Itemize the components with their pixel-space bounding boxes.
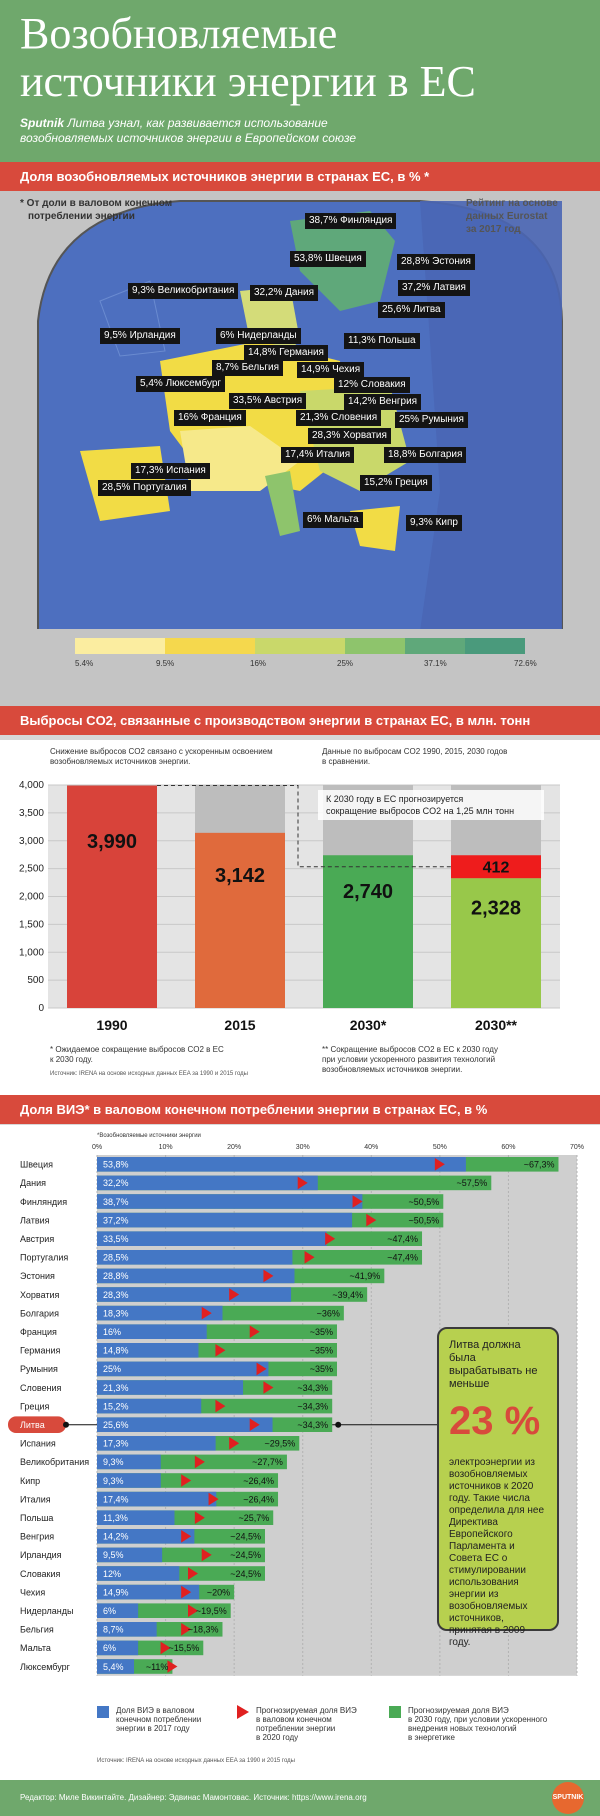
share-value-2017: 14,9% bbox=[103, 1587, 129, 1598]
co2-desc-left-1: Снижение выбросов CO2 связано с ускоренным освоением bbox=[50, 747, 273, 756]
share-value-2017: 16% bbox=[103, 1327, 122, 1337]
share-country-label: Польша bbox=[20, 1513, 54, 1523]
map-label: 16% Франция bbox=[174, 410, 246, 426]
co2-heading-bar bbox=[0, 706, 600, 735]
legend-red-line-2: в валовом конечном bbox=[256, 1715, 332, 1724]
legend-swatch-3 bbox=[255, 638, 345, 654]
share-value-2017: 25% bbox=[103, 1364, 122, 1375]
share-bar-2017 bbox=[97, 1362, 268, 1377]
legend-tick: 16% bbox=[250, 659, 267, 668]
share-country-label: Кипр bbox=[20, 1475, 41, 1486]
legend-tick: 5.4% bbox=[75, 659, 94, 668]
legend-tick: 37.1% bbox=[424, 659, 447, 668]
legend-tick: 25% bbox=[337, 659, 354, 668]
co2-y-tick: 4,000 bbox=[18, 780, 44, 791]
share-value-2017: 33,5% bbox=[103, 1234, 129, 1244]
lithuania-callout bbox=[437, 1327, 559, 1648]
map-rating-note bbox=[466, 197, 558, 236]
share-value-2017: 21,3% bbox=[103, 1382, 129, 1393]
share-country-label: Литва bbox=[20, 1420, 45, 1430]
footer-credits: Редактор: Миле Викинтайте. Дизайнер: Эдвинас Мамонтовас. Источник: https://www.irena.org bbox=[20, 1793, 367, 1802]
share-x-tick: 70% bbox=[569, 1144, 585, 1151]
share-country-label: Хорватия bbox=[20, 1289, 60, 1300]
share-value-2017: 38,7% bbox=[103, 1196, 129, 1207]
share-bar-2017 bbox=[97, 1176, 318, 1191]
map-label: 6% Мальта bbox=[303, 512, 363, 528]
map-label: 12% Словакия bbox=[334, 377, 410, 393]
share-country-label: Германия bbox=[20, 1345, 61, 1356]
share-value-2030: ~25,7% bbox=[238, 1513, 270, 1523]
map-label: 14,8% Германия bbox=[244, 345, 328, 361]
co2-bar-value: 3,990 bbox=[86, 830, 138, 853]
share-value-2030: ~57,5% bbox=[456, 1178, 488, 1189]
co2-footnote-left-1: * Ожидаемое сокращение выбросов CO2 в ЕС bbox=[50, 1045, 224, 1054]
co2-source: Источник: IRENA на основе исходных данных EEA за 1990 и 2015 годы bbox=[50, 1071, 248, 1077]
map-label: 38,7% Финляндия bbox=[305, 213, 396, 229]
share-value-2030: ~50,5% bbox=[408, 1196, 440, 1207]
share-value-2017: 37,2% bbox=[103, 1215, 129, 1226]
share-country-label: Бельгия bbox=[20, 1624, 54, 1635]
share-country-label: Словакия bbox=[20, 1568, 61, 1579]
co2-heading: Выбросы CO2, связанные с производством энергии в странах ЕС, в млн. тонн bbox=[20, 713, 531, 728]
co2-footnote-left-2: к 2030 году. bbox=[50, 1055, 93, 1064]
legend-green-line-2: в 2030 году, при условии ускоренного bbox=[408, 1715, 548, 1724]
share-value-2017: 5,4% bbox=[103, 1661, 124, 1672]
share-value-2030: ~34,3% bbox=[297, 1401, 329, 1412]
map-label: 17,4% Италия bbox=[281, 447, 354, 463]
co2-y-tick: 2,000 bbox=[18, 891, 44, 903]
co2-callout-line-1: К 2030 году в ЕС прогнозируется bbox=[326, 794, 464, 804]
legend-blue-line-2: конечном потреблении bbox=[116, 1715, 202, 1724]
share-country-label: Люксембург bbox=[20, 1661, 70, 1672]
share-source: Источник: IRENA на основе исходных данных EEA за 1990 и 2015 годы bbox=[97, 1758, 295, 1764]
share-value-2030: ~26,4% bbox=[243, 1475, 275, 1486]
co2-category-label: 2030** bbox=[474, 1017, 518, 1033]
co2-bar-value: 2,740 bbox=[342, 881, 394, 904]
share-value-2030: ~11% bbox=[145, 1661, 169, 1672]
map-label: 15,2% Греция bbox=[360, 475, 432, 491]
share-country-label: Латвия bbox=[20, 1215, 50, 1226]
share-country-label: Великобритания bbox=[20, 1457, 90, 1468]
share-value-2030: ~19,5% bbox=[195, 1606, 227, 1616]
share-country-label: Венгрия bbox=[20, 1531, 55, 1542]
share-value-2030: ~50,5% bbox=[408, 1215, 440, 1226]
co2-y-tick: 3,000 bbox=[18, 835, 44, 847]
map-label: 11,3% Польша bbox=[344, 333, 420, 349]
map-heading: Доля возобновляемых источников энергии в странах ЕС, в % * bbox=[20, 169, 430, 184]
page-title bbox=[20, 10, 476, 106]
footer bbox=[0, 1780, 600, 1816]
legend-red-marker bbox=[237, 1705, 249, 1719]
legend-blue-line-3: энергии в 2017 году bbox=[116, 1724, 190, 1733]
share-country-label: Испания bbox=[20, 1438, 56, 1449]
rating-line-3: за 2017 год bbox=[466, 224, 521, 235]
legend-tick: 72.6% bbox=[514, 659, 537, 668]
co2-category-label: 2015 bbox=[224, 1017, 256, 1033]
share-value-2017: 6% bbox=[103, 1606, 117, 1616]
share-value-2030: ~24,5% bbox=[230, 1550, 261, 1561]
share-value-2017: 25,6% bbox=[103, 1420, 129, 1430]
share-x-tick: 40% bbox=[364, 1144, 379, 1151]
co2-y-tick: 500 bbox=[27, 975, 44, 987]
map-label: 8,7% Бельгия bbox=[212, 360, 283, 376]
legend-tick: 9.5% bbox=[156, 659, 175, 668]
co2-bar-value: 2,328 bbox=[470, 897, 522, 920]
share-value-2030: ~41,9% bbox=[349, 1271, 381, 1282]
share-value-2017: 28,5% bbox=[103, 1252, 129, 1263]
share-value-2030: ~18,3% bbox=[187, 1624, 219, 1635]
legend-red-line-3: потреблении энергии bbox=[256, 1724, 336, 1733]
share-x-tick: 20% bbox=[227, 1144, 242, 1151]
map-footnote bbox=[20, 197, 172, 223]
share-value-2030: ~35% bbox=[309, 1364, 333, 1375]
map-label: 5,4% Люксембург bbox=[136, 376, 225, 392]
co2-footnote-right-2: при условии ускоренного развития технологий bbox=[322, 1055, 496, 1064]
legend-swatch-6 bbox=[465, 638, 525, 654]
share-value-2017: 18,3% bbox=[103, 1308, 129, 1319]
share-value-2030: ~47,4% bbox=[387, 1252, 419, 1263]
co2-bar bbox=[195, 833, 285, 1008]
share-x-tick: 0% bbox=[91, 1144, 103, 1151]
share-country-label: Дания bbox=[20, 1178, 46, 1189]
co2-y-tick: 1,500 bbox=[18, 919, 44, 931]
map-label: 18,8% Болгария bbox=[384, 447, 466, 463]
share-country-label: Эстония bbox=[20, 1271, 55, 1282]
share-value-2030: ~39,4% bbox=[332, 1289, 364, 1300]
share-value-2017: 15,2% bbox=[103, 1401, 129, 1412]
map-heading-bar bbox=[0, 162, 600, 191]
share-heading: Доля ВИЭ* в валовом конечном потреблении энергии в странах ЕС, в % bbox=[20, 1102, 488, 1117]
co2-reduction-callout bbox=[318, 790, 544, 820]
share-value-2030: ~29,5% bbox=[264, 1438, 296, 1449]
share-value-2030: ~67,3% bbox=[523, 1159, 555, 1170]
share-value-2017: 28,8% bbox=[103, 1271, 129, 1282]
co2-y-tick: 2,500 bbox=[18, 863, 44, 875]
map-label: 32,2% Дания bbox=[250, 285, 318, 301]
co2-footnote-right-3: возобновляемых источников энергии. bbox=[322, 1065, 463, 1074]
share-country-label: Франция bbox=[20, 1327, 57, 1337]
share-value-2017: 12% bbox=[103, 1568, 122, 1579]
share-value-2030: ~26,4% bbox=[243, 1494, 275, 1505]
co2-y-tick: 1,000 bbox=[18, 947, 44, 959]
share-bar-2017 bbox=[97, 1213, 352, 1228]
share-x-tick: 10% bbox=[158, 1144, 173, 1151]
map-label: 37,2% Латвия bbox=[398, 280, 470, 296]
share-value-2017: 9,3% bbox=[103, 1457, 124, 1468]
legend-green-line-4: в энергетике bbox=[408, 1733, 455, 1742]
share-country-label: Нидерланды bbox=[20, 1606, 74, 1616]
header bbox=[0, 0, 600, 162]
share-value-2017: 6% bbox=[103, 1643, 117, 1654]
share-country-label: Болгария bbox=[20, 1308, 59, 1319]
share-value-2030: ~34,3% bbox=[297, 1420, 329, 1430]
map-label: 9,3% Кипр bbox=[406, 515, 462, 531]
co2-category-label: 1990 bbox=[96, 1017, 128, 1033]
share-country-label: Чехия bbox=[20, 1587, 46, 1598]
share-value-2017: 53,8% bbox=[103, 1159, 129, 1170]
highlight-dot-left bbox=[63, 1422, 69, 1428]
share-value-2017: 28,3% bbox=[103, 1289, 129, 1300]
map-label: 28,8% Эстония bbox=[397, 254, 475, 270]
share-value-2017: 14,8% bbox=[103, 1345, 129, 1356]
legend-blue-line-1: Доля ВИЭ в валовом bbox=[116, 1706, 195, 1715]
share-country-label: Австрия bbox=[20, 1234, 55, 1244]
share-country-label: Мальта bbox=[20, 1643, 51, 1654]
share-value-2017: 9,5% bbox=[103, 1550, 124, 1561]
share-value-2030: ~24,5% bbox=[230, 1568, 261, 1579]
sputnik-logo: SPUTNIK bbox=[552, 1782, 584, 1814]
map-label: 14,2% Венгрия bbox=[344, 394, 421, 410]
share-value-2030: ~35% bbox=[309, 1345, 333, 1356]
share-value-2017: 9,3% bbox=[103, 1475, 124, 1486]
share-country-label: Италия bbox=[20, 1494, 51, 1505]
share-bar-2017 bbox=[97, 1157, 466, 1172]
callout-big-number: 23 % bbox=[449, 1399, 541, 1443]
share-value-2017: 11,3% bbox=[103, 1513, 128, 1523]
map-label: 21,3% Словения bbox=[296, 410, 381, 426]
share-x-tick: 50% bbox=[432, 1144, 447, 1151]
legend-swatch-5 bbox=[405, 638, 465, 654]
legend-green-line-3: внедрения новых технологий bbox=[408, 1724, 517, 1733]
share-value-2030: ~47,4% bbox=[387, 1234, 419, 1244]
share-value-2017: 17,4% bbox=[103, 1494, 129, 1505]
share-value-2030: ~24,5% bbox=[230, 1531, 261, 1542]
co2-desc-right-1: Данные по выбросам CO2 1990, 2015, 2030 годов bbox=[322, 747, 508, 756]
legend-red-line-1: Прогнозируемая доля ВИЭ bbox=[256, 1706, 357, 1715]
legend-swatch-4 bbox=[345, 638, 405, 654]
highlight-dot-right bbox=[335, 1422, 341, 1428]
co2-reduction-label: 412 bbox=[482, 859, 510, 877]
co2-callout-line-2: сокращение выбросов CO2 на 1,25 млн тонн bbox=[326, 806, 515, 816]
subtitle-brand: Sputnik bbox=[20, 116, 64, 130]
co2-y-tick: 3,500 bbox=[18, 807, 44, 819]
share-value-2030: ~27,7% bbox=[252, 1457, 283, 1468]
title-line-2: источники энергии в ЕС bbox=[20, 57, 476, 106]
legend-red-line-4: в 2020 году bbox=[256, 1733, 299, 1742]
map-label: 28,5% Португалия bbox=[98, 480, 191, 496]
share-country-label: Румыния bbox=[20, 1364, 58, 1375]
rating-line-2: данных Eurostat bbox=[466, 211, 548, 222]
map-label: 6% Нидерланды bbox=[216, 328, 301, 344]
co2-desc-left-2: возобновляемых источников энергии. bbox=[50, 757, 191, 766]
map-label: 9,5% Ирландия bbox=[100, 328, 180, 344]
co2-bar-value: 3,142 bbox=[214, 864, 266, 887]
share-country-label: Финляндия bbox=[20, 1196, 68, 1207]
legend-green-line-1: Прогнозируемая доля ВИЭ bbox=[408, 1706, 509, 1715]
map-footnote-line-1: * От доли в валовом конечном bbox=[20, 198, 173, 209]
map-footnote-line-2: потреблении энергии bbox=[28, 211, 135, 222]
rating-line-1: Рейтинг на основе bbox=[466, 198, 558, 209]
title-line-1: Возобновляемые bbox=[20, 9, 338, 58]
co2-bar bbox=[67, 786, 157, 1008]
share-bar-2017 bbox=[97, 1231, 327, 1246]
co2-chart bbox=[0, 740, 600, 1095]
share-country-label: Греция bbox=[20, 1401, 50, 1412]
map-label: 14,9% Чехия bbox=[297, 362, 364, 378]
share-value-2030: ~15,5% bbox=[168, 1643, 200, 1654]
share-bar-2017 bbox=[97, 1194, 362, 1209]
share-value-2030: ~34,3% bbox=[297, 1382, 329, 1393]
co2-bar bbox=[323, 855, 413, 1008]
callout-top-text: Литва должна была вырабатывать не меньше bbox=[449, 1339, 538, 1390]
share-legend bbox=[97, 1705, 548, 1742]
map-label: 25,6% Литва bbox=[378, 302, 445, 318]
map-legend bbox=[0, 629, 600, 709]
share-country-label: Швеция bbox=[20, 1159, 53, 1170]
co2-section bbox=[0, 740, 600, 1095]
map-label: 33,5% Австрия bbox=[229, 393, 306, 409]
map-section bbox=[0, 191, 600, 706]
share-value-2030: ~20% bbox=[206, 1587, 231, 1598]
map-label: 17,3% Испания bbox=[131, 463, 210, 479]
subtitle-line-1: Литва узнал, как развивается использование bbox=[64, 116, 328, 130]
share-x-tick: 60% bbox=[501, 1144, 516, 1151]
map-label: 9,3% Великобритания bbox=[128, 283, 238, 299]
co2-y-tick: 0 bbox=[38, 1003, 44, 1014]
map-label: 53,8% Швеция bbox=[290, 251, 366, 267]
share-heading-bar bbox=[0, 1095, 600, 1124]
share-axis-note: *Возобновляемые источники энергии bbox=[97, 1133, 201, 1139]
subtitle-line-2: возобновляемых источников энергии в Европейском союзе bbox=[20, 131, 357, 145]
co2-desc-right-2: в сравнении. bbox=[322, 757, 371, 766]
share-value-2030: ~35% bbox=[309, 1327, 333, 1337]
share-value-2017: 17,3% bbox=[103, 1438, 129, 1449]
share-country-label: Ирландия bbox=[20, 1550, 62, 1561]
legend-swatch-1 bbox=[75, 638, 165, 654]
share-country-label: Словения bbox=[20, 1382, 62, 1393]
share-value-2017: 14,2% bbox=[103, 1531, 129, 1542]
share-country-label: Португалия bbox=[20, 1252, 69, 1263]
share-x-tick: 30% bbox=[295, 1144, 310, 1151]
map-label: 28,3% Хорватия bbox=[308, 428, 391, 444]
legend-blue-swatch bbox=[97, 1706, 109, 1718]
share-value-2017: 8,7% bbox=[103, 1624, 124, 1635]
legend-swatch-2 bbox=[165, 638, 255, 654]
co2-footnote-right-1: ** Сокращение выбросов CO2 в ЕС к 2030 году bbox=[322, 1045, 498, 1054]
map-label: 25% Румыния bbox=[395, 412, 468, 428]
callout-bottom-text: электроэнергии из возобновляемых источников к 2020 году. Такие числа определила для нее Директива Европейского Парламента и Совета ЕС о стимулировании использования энергии из возобновляемых источников, принятая в 2009 году. bbox=[449, 1457, 545, 1648]
co2-category-label: 2030* bbox=[349, 1017, 387, 1033]
subtitle bbox=[20, 116, 356, 146]
share-value-2030: ~36% bbox=[316, 1308, 340, 1319]
share-value-2017: 32,2% bbox=[103, 1178, 129, 1189]
legend-green-swatch bbox=[389, 1706, 401, 1718]
